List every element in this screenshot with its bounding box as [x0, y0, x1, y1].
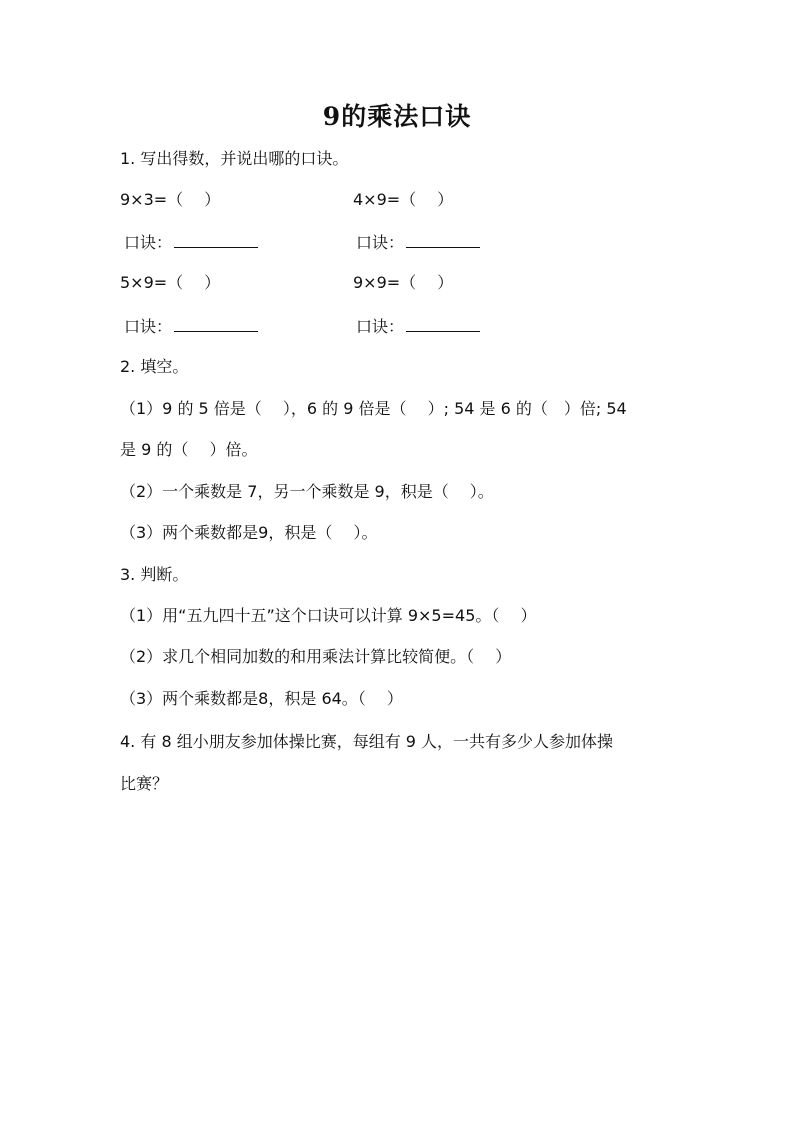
- q1-answer-row-4: [356, 314, 480, 339]
- q3-line-2: （2）求几个相同加数的和用乘法计算比较简便。（ ）: [120, 647, 512, 666]
- q2-line-2: 是 9 的（ ）倍。: [120, 440, 258, 459]
- q1-expr-1: 9×3=（ ）: [120, 190, 221, 209]
- q1-answer-row-2: [356, 230, 480, 255]
- question-1-heading: 1. 写出得数，并说出哪的口诀。: [120, 149, 349, 168]
- q3-line-1: （1）用“五九四十五”这个口诀可以计算 9×5=45。（ ）: [120, 606, 537, 625]
- q1-blank-1[interactable]: [174, 230, 258, 248]
- q1-answer-row-1: [124, 230, 258, 255]
- q2-line-3: （2）一个乘数是 7，另一个乘数是 9，积是（ ）。: [120, 482, 494, 501]
- q1-blank-2[interactable]: [406, 230, 480, 248]
- q1-answer-row-3: [124, 314, 258, 339]
- question-3-heading: 3. 判断。: [120, 565, 189, 584]
- question-2-heading: 2. 填空。: [120, 357, 189, 376]
- q1-label-2: 口诀：: [356, 233, 405, 252]
- q1-expr-4: 9×9=（ ）: [353, 273, 454, 292]
- q1-expr-3: 5×9=（ ）: [120, 273, 221, 292]
- q2-line-1: （1）9 的 5 倍是（ ），6 的 9 倍是（ ）; 54 是 6 的（ ）倍; 54: [120, 399, 627, 418]
- q4-line-1: 4. 有 8 组小朋友参加体操比赛，每组有 9 人，一共有多少人参加体操: [120, 732, 614, 751]
- q1-expr-2: 4×9=（ ）: [353, 190, 454, 209]
- q1-label-3: 口诀：: [124, 317, 173, 336]
- q1-label-1: 口诀：: [124, 233, 173, 252]
- q1-blank-4[interactable]: [406, 314, 480, 332]
- page-title: 9的乘法口诀: [322, 102, 472, 131]
- q4-line-2: 比赛？: [120, 774, 169, 793]
- q1-label-4: 口诀：: [356, 317, 405, 336]
- q1-blank-3[interactable]: [174, 314, 258, 332]
- q3-line-3: （3）两个乘数都是8，积是 64。（ ）: [120, 689, 403, 708]
- q2-line-4: （3）两个乘数都是9，积是（ ）。: [120, 523, 378, 542]
